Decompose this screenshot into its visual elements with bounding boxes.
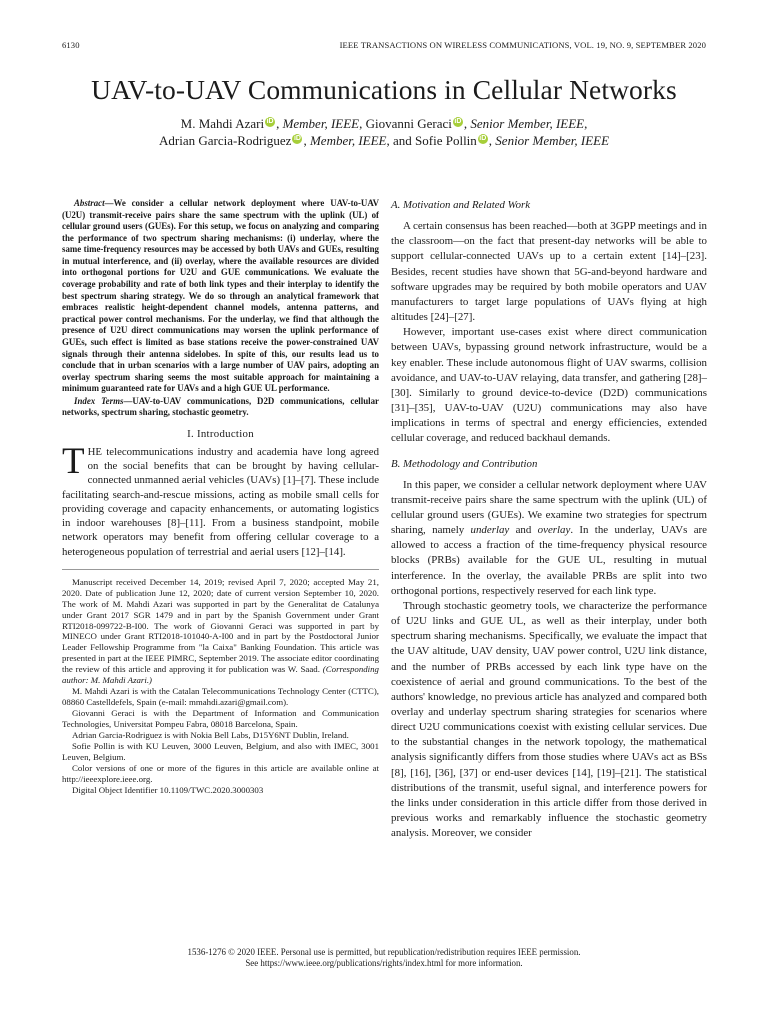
drop-cap: T [62, 441, 85, 483]
author-name: Giovanni Geraci [365, 116, 452, 131]
author-name: Adrian Garcia-Rodriguez [158, 133, 292, 148]
subsection-heading-motivation: A. Motivation and Related Work [391, 199, 531, 211]
author-name: M. Mahdi Azari [180, 116, 265, 131]
body-paragraph [391, 478, 707, 599]
page-number: 6130 [62, 40, 80, 50]
copyright-line: 1536-1276 © 2020 IEEE. Personal use is permitted, but republication/redistribution requires IEEE permission. [187, 947, 581, 957]
footnote-affiliation: Sofie Pollin is with KU Leuven, 3000 Leuven, Belgium, and also with IMEC, 3001 Leuven, Belgium. [62, 741, 379, 762]
body-paragraph: Through stochastic geometry tools, we characterize the performance of U2U links and GUE UL, as well as their interplay, under both spectrum sharing mechanisms. Specifically, we evaluate the impact that the UAV altitude, UAV density, UAV power control, U2U link distance, and the number of PRBs accessed by each link type have on the coexistence of aerial and ground communications. To the best of the authors' knowledge, no previous article has analyzed and compared both overlay and underlay spectrum sharing strategies for scenarios where direct U2U communications coexist with existing cellular services. Due to the substantial changes in the network topology, the mathematical analysis significantly differs from those studies where UAVs act as BSs [8], [16], [36], [37] or end-user devices [14], [19]–[21]. The statistical distributions of the transmit, useful signal, and interference powers for the links under consideration in this article differ from those derived in previous works and remarkably influence the stochastic geometry analysis. Moreover, we consider [391, 599, 707, 840]
left-column [62, 198, 379, 796]
author-role: Member, IEEE [282, 116, 360, 131]
orcid-icon[interactable]: iD [266, 118, 274, 125]
introduction-paragraph [62, 441, 379, 559]
abstract-label: Abstract [74, 198, 105, 208]
index-terms-label: Index Terms [74, 395, 124, 406]
body-text: . In the underlay, UAVs are allowed to access a fraction of the time-frequency physical resource blocks (PRBs) available for the GUE UL, resulting in mutual interference. In the overlay, the available PRBs are split into two orthogonal portions, respectively reserved for each link type. [391, 524, 707, 597]
orcid-icon[interactable]: iD [293, 135, 301, 142]
rights-link-line: See https://www.ieee.org/publications/rights/index.html for more information. [245, 958, 523, 968]
abstract-dash: — [104, 198, 114, 208]
orcid-icon[interactable]: iD [479, 135, 487, 142]
footnote-manuscript [62, 577, 379, 687]
body-text: In this paper, we consider a cellular network deployment where UAV transmit-receive pairs share the same spectrum with the uplink (UL) of cellular ground users (GUEs). We examine two strategies for spectrum sharing, namely [391, 478, 707, 537]
footnotes [62, 569, 379, 796]
body-text: and [509, 524, 538, 537]
footnote-affiliation: Giovanni Geraci is with the Department of Information and Communication Technologies, Universitat Pompeu Fabra, 08018 Barcelona, Spain. [62, 708, 379, 730]
abstract [62, 198, 379, 395]
right-column [391, 198, 707, 841]
author-line-1: M. Mahdi Azari iD , Member, IEEE, Giovanni Geraci iD , Senior Member, IEEE, [180, 116, 588, 131]
paper-title: UAV-to-UAV Communications in Cellular Networks [91, 74, 677, 105]
author-role: Senior Member, IEEE [495, 133, 610, 148]
author-role: Member, IEEE [309, 133, 387, 148]
copyright-footer [0, 947, 768, 969]
subsection-heading-methodology: B. Methodology and Contribution [391, 457, 538, 470]
index-terms-text: UAV-to-UAV communications, D2D communications, cellular networks, spectrum sharing, stochastic geometry. [62, 395, 379, 418]
section-heading-introduction: I. Introduction [187, 427, 254, 440]
body-paragraph: However, important use-cases exist where direct communication between UAVs, bypassing ground network infrastructure, would be a key enabler. These include autonomous flight of UAV swarms, collision avoidance, and UAV-to-UAV relaying, data transfer, and gathering [28]–[30]. Similarly to ground device-to-device (D2D) communications [31]–[35], UAV-to-UAV (U2U) communications may also have implications in terms of spectral and energy efficiencies, extended cellular coverage, and reduced backhaul demands. [391, 326, 707, 445]
introduction-text: HE telecommunications industry and academia have long agreed on the social benefits that can be brought by having cellular-connected unmanned aerial vehicles (UAVs) [1]–[7]. These include facilitating search-and-rescue missions, acting as mobile small cells for providing coverage and capacity enhancements, or automating logistics in indoor warehouses [8]–[11]. From a business standpoint, mobile network operators may benefit from offering cellular coverage to a heterogeneous population of terrestrial and aerial users [12]–[14]. [62, 446, 379, 558]
abstract-text: We consider a cellular network deployment where UAV-to-UAV (U2U) transmit-receive pairs share the same spectrum with the uplink (UL) of cellular ground users (GUEs). For this setup, we focus on analyzing and comparing the performance of two spectrum sharing mechanisms: (i) underlay, where the same time-frequency resources may be accessed by both UAVs and GUEs, resulting in mutual interference, and (ii) overlay, where the available resources are divided into orthogonal portions for U2U and GUE communications. We evaluate the coverage probability and rate of both link types and their interplay to identify the best spectrum sharing strategy. We do so through an analytical framework that embraces realistic height-dependent channel models, antenna patterns, and practical power control mechanisms. For the underlay, we find that although the presence of U2U direct communications may worsen the uplink performance of GUEs, such effect is limited as base stations receive the power-constrained UAV signals through their antenna sidelobes. In spite of this, our results lead us to conclude that in urban scenarios with a large number of UAV pairs, adopting an overlay spectrum sharing seems the most suitable approach for maintaining a minimum guaranteed rate for UAVs and a high GUE UL performance. [62, 198, 379, 394]
author-role: Senior Member, IEEE [470, 116, 585, 131]
footnote-corresponding: (Corresponding author: M. Mahdi Azari.) [62, 664, 379, 686]
emphasis-underlay: underlay [470, 524, 510, 537]
footnote-text: Manuscript received December 14, 2019; revised April 7, 2020; accepted May 21, 2020. Date of publication June 12, 2020; date of current version September 10, 2020. The work of M. Mahdi Azari was supported in part by the Generalitat de Catalunya under Grant 2017 SGR 1479 and in part by the Spanish Government under Grant RTI2018-099722-B-I00. The work of Giovanni Geraci was supported in part by MINECO under Grant RTI2018-101040-A-I00 and in part by the Postdoctoral Junior Leader Fellowship Programme from "la Caixa" Banking Foundation. This article was presented in part at the IEEE PIMRC, September 2019. The associate editor coordinating the review of this article and approving it for publication was W. Saad. [62, 576, 379, 675]
author-line-2: Adrian Garcia-Rodriguez iD , Member, IEEE, and Sofie Pollin iD , Senior Member, IEEE [158, 133, 610, 148]
index-terms-dash: — [123, 395, 133, 406]
emphasis-overlay: overlay [537, 524, 571, 537]
footnote-color-note: Color versions of one or more of the figures in this article are available online at http://ieeexplore.ieee.org. [62, 762, 379, 784]
author-block [0, 115, 768, 149]
author-name: Sofie Pollin [415, 133, 477, 148]
index-terms [62, 396, 379, 419]
orcid-icon[interactable]: iD [454, 118, 462, 125]
journal-header: IEEE TRANSACTIONS ON WIRELESS COMMUNICATIONS, VOL. 19, NO. 9, SEPTEMBER 2020 [339, 40, 706, 50]
footnote-doi: Digital Object Identifier 10.1109/TWC.2020.3000303 [72, 784, 264, 795]
footnote-affiliation: Adrian Garcia-Rodriguez is with Nokia Bell Labs, D15Y6NT Dublin, Ireland. [72, 730, 349, 741]
footnote-affiliation: M. Mahdi Azari is with the Catalan Telecommunications Technology Center (CTTC), 08860 Castelldefels, Spain (e-mail: mmahdi.azari@gmail.com). [62, 686, 379, 708]
body-paragraph: A certain consensus has been reached—both at 3GPP meetings and in the classroom—on the fact that present-day networks will be able to support cellular-connected UAVs up to a certain extent [14]–[23]. Besides, recent studies have shown that 5G-and-beyond hardware and software upgrades may be required by both mobile operators and UAV manufacturers to target large populations of UAVs flying at high altitudes [24]–[27]. [391, 220, 707, 324]
author-conjunction: , and [386, 133, 416, 148]
